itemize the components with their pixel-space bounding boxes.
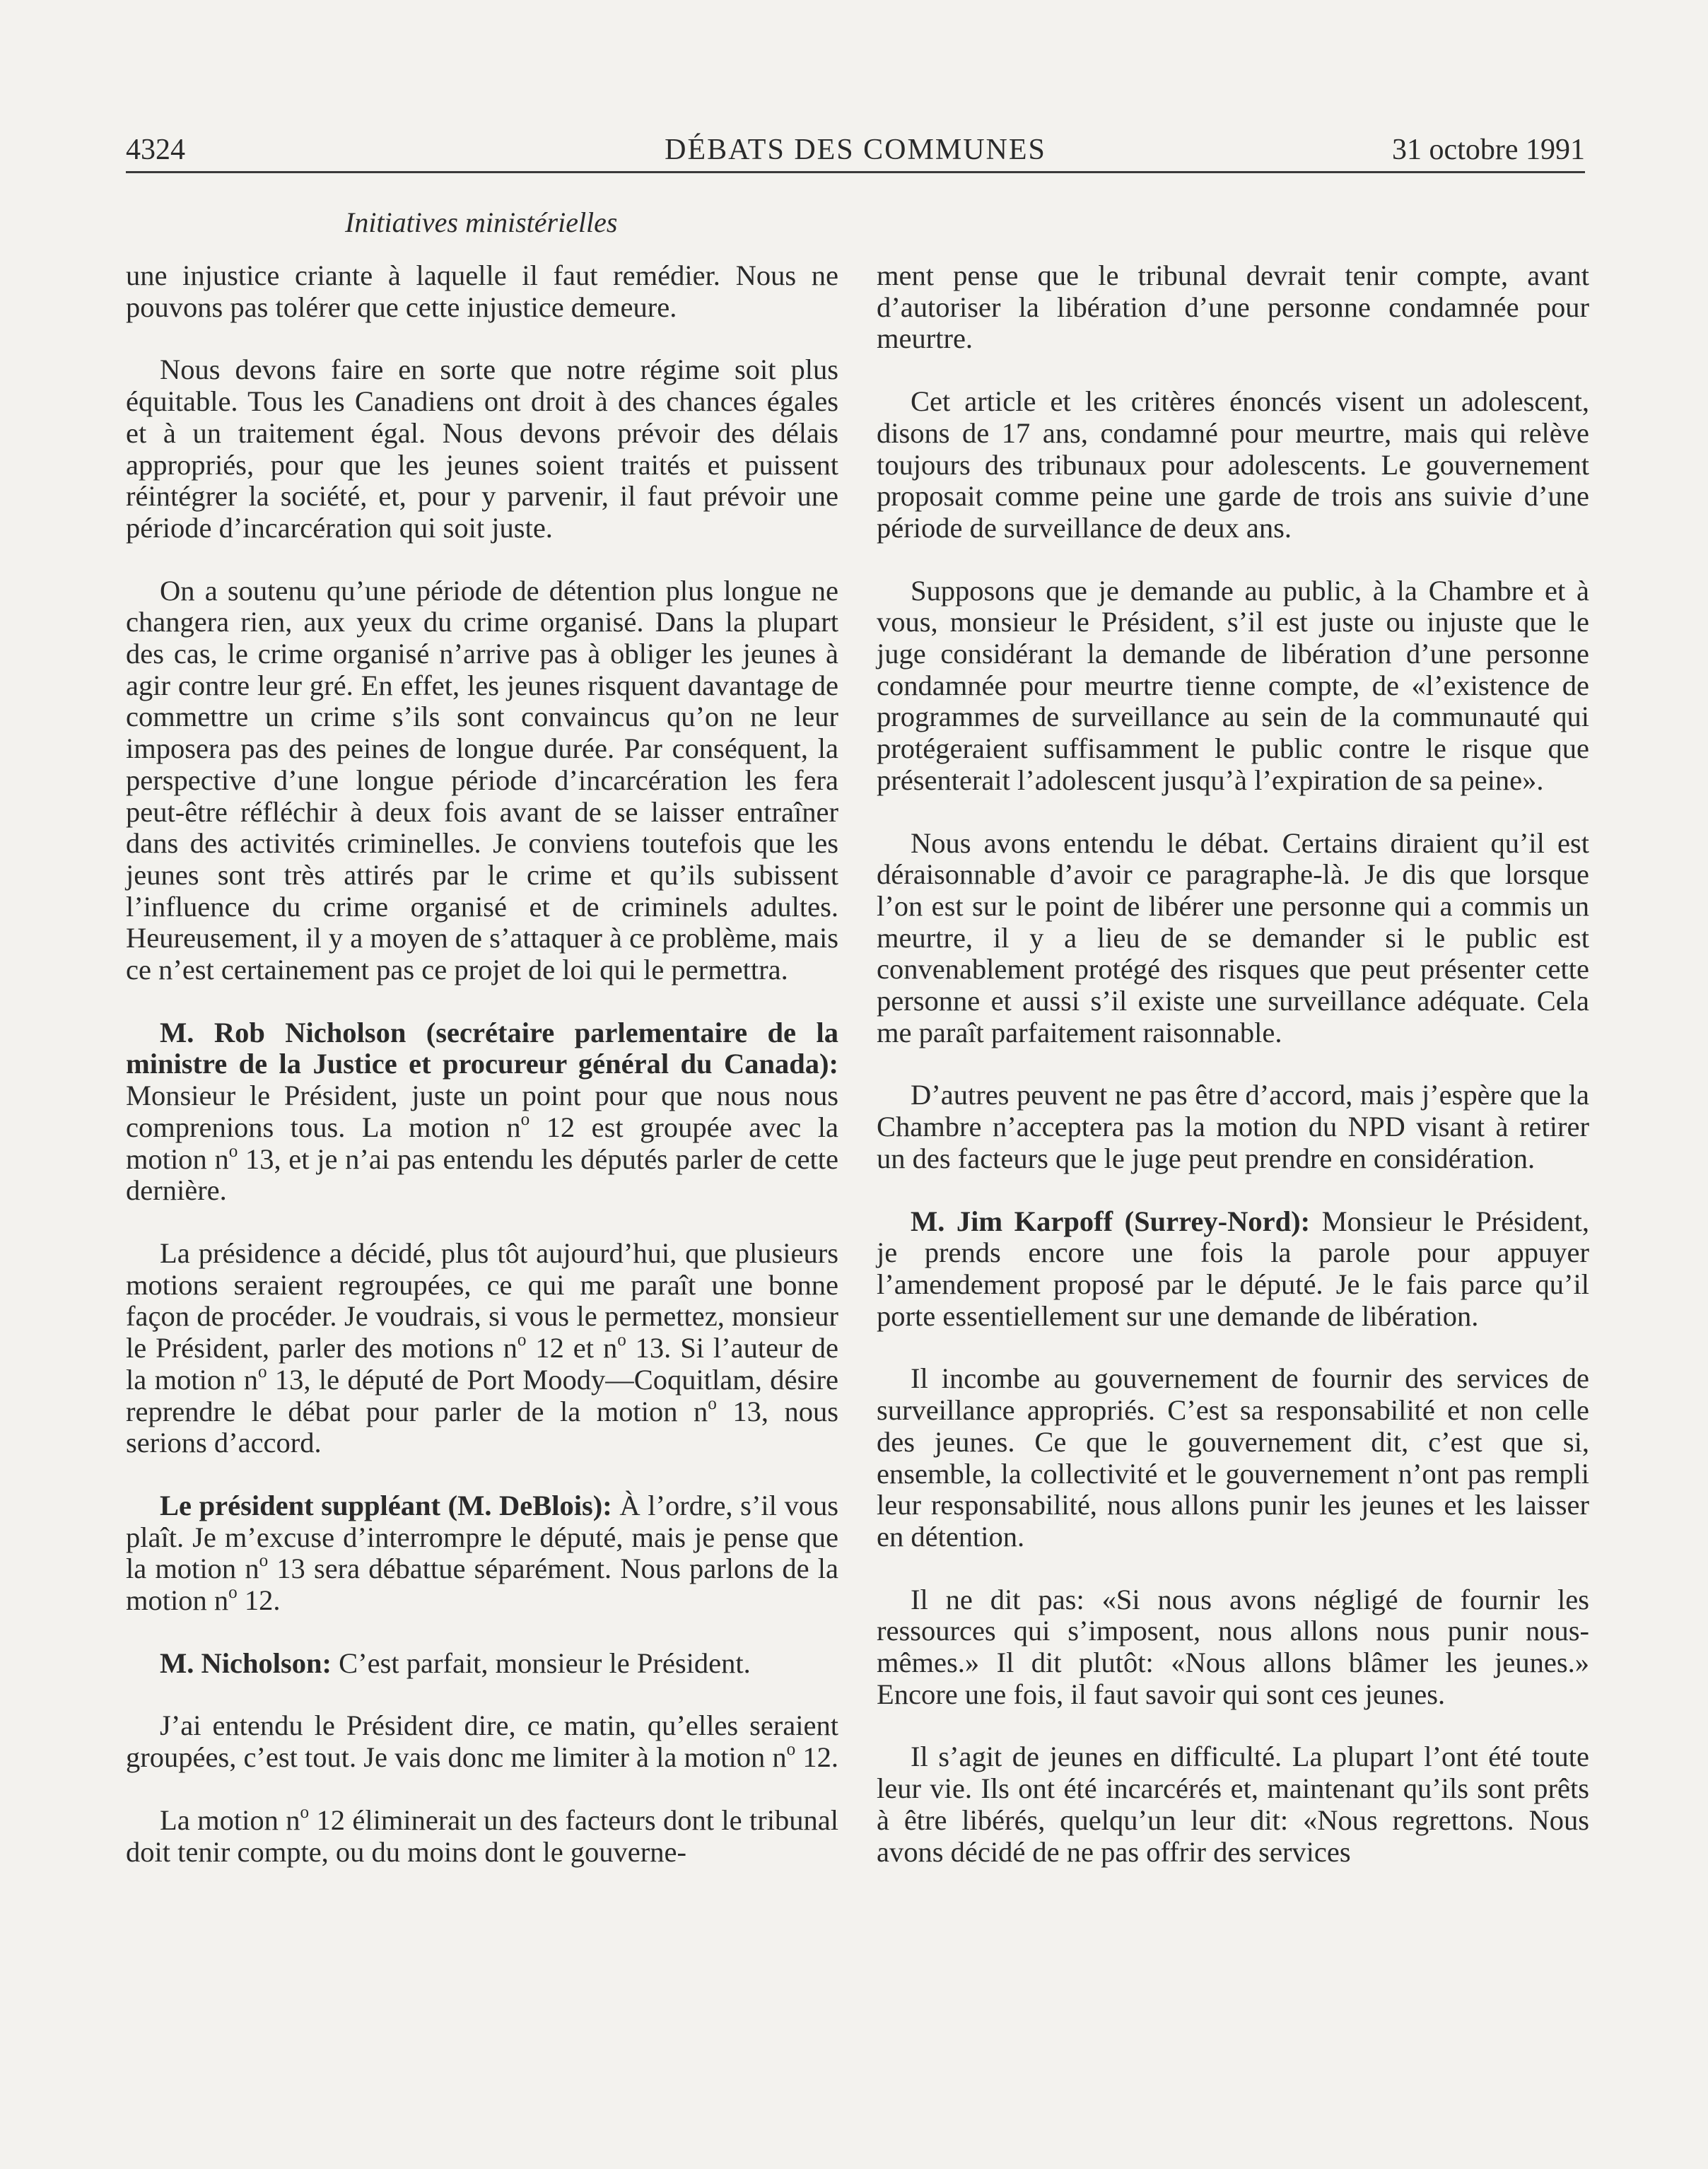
- paragraph: [126, 1490, 838, 1617]
- paragraph: [877, 260, 1589, 355]
- speaker-name: M. Jim Karpoff (Surrey-Nord):: [911, 1205, 1311, 1237]
- page-number: 4324: [126, 134, 185, 166]
- paragraph-text: La présidence a décidé, plus tôt aujourd’hui, que plusieurs motions seraient regroupées, ce qui me paraît une bonne façon de procéder. Je voudrais, si vous le permettez, monsieur le Président, parler des motions $n^o$ 12 et $n^o$ 13. Si l’auteur de la motion $n^o$ 13, le député de Port Moody—Coquitlam, désire reprendre le débat pour parler de la motion $n^o$ 13, nous serions d’accord.: [126, 1236, 838, 1459]
- paragraph-text: Il s’agit de jeunes en difficulté. La plupart l’ont été toute leur vie. Ils ont été incarcérés et, maintenant qu’ils sont prêts à être libérés, quelqu’un leur dit: «Nous regrettons. Nous avons décidé de ne pas offrir des services: [877, 1741, 1589, 1868]
- paragraph-text: Il incombe au gouvernement de fournir des services de surveillance appropriés. C’est sa responsabilité et non celle des jeunes. Ce que le gouvernement dit, c’est que si, ensemble, la collectivité et le gouvernement n’ont pas rempli leur responsabilité, nous allons punir les jeunes et les laisser en détention.: [877, 1362, 1589, 1553]
- paragraph-text: J’ai entendu le Président dire, ce matin, qu’elles seraient groupées, c’est tout. Je vais donc me limiter à la motion $n^o$ 12.: [126, 1709, 838, 1774]
- paragraph: [126, 1238, 838, 1459]
- speaker-name: M. Nicholson:: [160, 1647, 332, 1679]
- paragraph: [126, 260, 838, 323]
- publication-date: 31 octobre 1991: [1392, 134, 1585, 166]
- paragraph: [877, 1080, 1589, 1174]
- left-column: [126, 260, 838, 1868]
- paragraph: [877, 1363, 1589, 1553]
- paragraph: [877, 828, 1589, 1049]
- paragraph: [877, 575, 1589, 797]
- paragraph-text: Monsieur le Président, je prends encore une fois la parole pour appuyer l’amendement proposé par le député. Je le fais parce qu’il porte essentiellement sur une demande de libération.: [877, 1205, 1589, 1332]
- paragraph: [126, 575, 838, 986]
- paragraph: [877, 1584, 1589, 1711]
- paragraph-text: Il ne dit pas: «Si nous avons négligé de fournir les ressources qui s’imposent, nous allons nous punir nous-mêmes.» Il dit plutôt: «Nous allons blâmer les jeunes.» Encore une fois, il faut savoir qui sont ces jeunes.: [877, 1583, 1589, 1710]
- speaker-name: M. Rob Nicholson (secrétaire parlementaire de la ministre de la Justice et procureur général du Canada):: [126, 1016, 838, 1080]
- paragraph: [877, 1741, 1589, 1868]
- paragraph: [877, 1206, 1589, 1333]
- paragraph-text: Monsieur le Président, juste un point pour que nous nous comprenions tous. La motion $n^o$ 12 est groupée avec la motion $n^o$ 13, et je n’ai pas entendu les députés parler de cette dernière.: [126, 1080, 838, 1207]
- paragraph-text: une injustice criante à laquelle il faut remédier. Nous ne pouvons pas tolérer que cette injustice demeure.: [126, 259, 838, 323]
- paragraph-text: ment pense que le tribunal devrait tenir compte, avant d’autoriser la libération d’une personne condamnée pour meurtre.: [877, 259, 1589, 355]
- paragraph-text: On a soutenu qu’une période de détention plus longue ne changera rien, aux yeux du crime organisé. Dans la plupart des cas, le crime organisé n’arrive pas à obliger les jeunes à agir contre leur gré. En effet, les jeunes risquent davantage de commettre un crime s’ils sont convaincus qu’on ne leur imposera pas des peines de longue durée. Par conséquent, la perspective d’une longue période d’incarcération les fera peut-être réfléchir à deux fois avant de se laisser entraîner dans des activités criminelles. Je conviens toutefois que les jeunes sont très attirés par le crime et qu’ils subissent l’influence du crime organisé et de criminels adultes. Heureusement, il y a moyen de s’attaquer à ce problème, mais ce n’est certainement pas ce projet de loi qui le permettra.: [126, 574, 838, 986]
- publication-title: DÉBATS DES COMMUNES: [665, 134, 1046, 166]
- paragraph-text: Cet article et les critères énoncés visent un adolescent, disons de 17 ans, condamné pour meurtre, mais qui relève toujours des tribunaux pour adolescents. Le gouvernement proposait comme peine une garde de trois ans suivie d’une période de surveillance de deux ans.: [877, 385, 1589, 544]
- speaker-name: Le président suppléant (M. DeBlois):: [160, 1489, 612, 1521]
- paragraph: [877, 386, 1589, 544]
- paragraph-text: Nous avons entendu le débat. Certains diraient qu’il est déraisonnable d’avoir ce paragraphe-là. Je dis que lorsque l’on est sur le point de libérer une personne qui a commis un meurtre, il y a lieu de se demander si le public est convenablement protégé des risques que peut présenter cette personne et aussi s’il existe une surveillance adéquate. Cela me paraît parfaitement raisonnable.: [877, 826, 1589, 1048]
- paragraph: [126, 1017, 838, 1207]
- paragraph: [126, 354, 838, 544]
- header-rule: [126, 171, 1585, 173]
- paragraph-text: Nous devons faire en sorte que notre régime soit plus équitable. Tous les Canadiens ont droit à des chances égales et à un traitement égal. Nous devons prévoir des délais appropriés, pour que les jeunes soient traités et puissent réintégrer la société, et, pour y parvenir, il faut prévoir une période d’incarcération qui soit juste.: [126, 353, 838, 544]
- paragraph-text: À l’ordre, s’il vous plaît. Je m’excuse d’interrompre le député, mais je pense que la motion $n^o$ 13 sera débattue séparément. Nous parlons de la motion $n^o$ 12.: [126, 1489, 839, 1617]
- paragraph-text: C’est parfait, monsieur le Président.: [339, 1647, 751, 1679]
- paragraph: [126, 1710, 838, 1773]
- paragraph-text: Supposons que je demande au public, à la Chambre et à vous, monsieur le Président, s’il est juste ou injuste que le juge considérant la demande de libération d’une personne condamnée pour meurtre tienne compte, de «l’existence de programmes de surveillance au sein de la communauté qui protégeraient suffisamment le public contre le risque que présenterait l’adolescent jusqu’à l’expiration de sa peine».: [877, 574, 1589, 796]
- paragraph: [126, 1802, 838, 1868]
- page-header: [126, 129, 1585, 171]
- right-column: [877, 260, 1589, 1868]
- section-title: Initiatives ministérielles: [345, 206, 618, 238]
- paragraph-text: La motion $n^o$ 12 éliminerait un des facteurs dont le tribunal doit tenir compte, ou du moins dont le gouverne-: [126, 1802, 838, 1868]
- paragraph-text: D’autres peuvent ne pas être d’accord, mais j’espère que la Chambre n’acceptera pas la motion du NPD visant à retirer un des facteurs que le juge peut prendre en considération.: [877, 1079, 1589, 1174]
- paragraph: [126, 1648, 838, 1680]
